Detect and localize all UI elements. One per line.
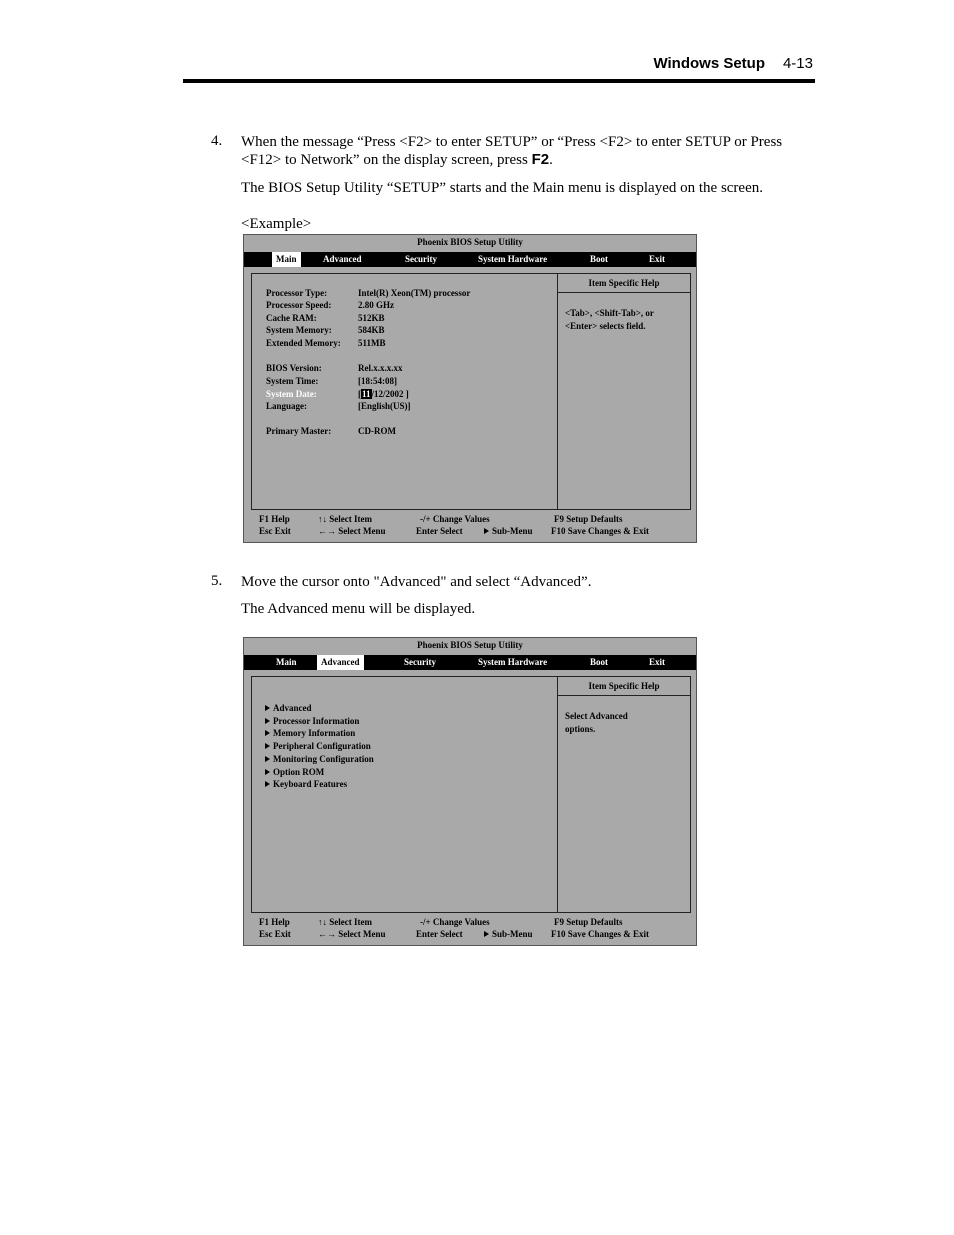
bios-menu-bar — [244, 655, 696, 670]
menu-exit[interactable]: Exit — [649, 657, 666, 667]
triangle-right-icon — [484, 528, 489, 534]
submenu-label: Peripheral Configuration — [273, 741, 371, 751]
footer-change-values: -/+ Change Values — [420, 917, 490, 927]
help-header: Item Specific Help — [558, 274, 690, 293]
triangle-right-icon — [265, 718, 270, 724]
submenu-label: Processor Information — [273, 716, 360, 726]
step-5-text: Move the cursor onto "Advanced" and select “Advanced”. — [241, 574, 592, 590]
row-value: Intel(R) Xeon(TM) processor — [358, 288, 471, 298]
submenu-monitoring-configuration[interactable] — [265, 753, 374, 765]
footer-sub-menu — [484, 526, 533, 536]
row-value: 2.80 GHz — [358, 300, 394, 310]
submenu-memory-information[interactable] — [265, 727, 355, 739]
footer-f1-help: F1 Help — [259, 917, 290, 927]
row-label: Extended Memory: — [266, 338, 341, 348]
date-cursor[interactable]: 11 — [362, 389, 371, 399]
help-line-2: options. — [565, 724, 596, 734]
row-value: 584KB — [358, 325, 385, 335]
bios-main-screen — [243, 234, 697, 543]
bios-title: Phoenix BIOS Setup Utility — [417, 237, 523, 247]
menu-system-hardware[interactable]: System Hardware — [478, 657, 548, 667]
triangle-right-icon — [265, 756, 270, 762]
footer-change-values: -/+ Change Values — [420, 514, 490, 524]
menu-exit[interactable]: Exit — [649, 254, 666, 264]
step-4-number: 4. — [211, 133, 223, 149]
row-value: [18:54:08] — [358, 376, 397, 386]
footer-f10: F10 Save Changes & Exit — [551, 526, 650, 536]
step-5-note: The Advanced menu will be displayed. — [241, 601, 476, 617]
date-rest: /12/2002 ] — [371, 389, 409, 399]
row-label: Language: — [266, 401, 308, 411]
menu-system-hardware[interactable]: System Hardware — [478, 254, 548, 264]
submenu-peripheral-configuration[interactable] — [265, 740, 371, 752]
menu-main[interactable]: Main — [272, 252, 301, 267]
submenu-label: Advanced — [273, 703, 312, 713]
footer-f10: F10 Save Changes & Exit — [551, 929, 650, 939]
row-value: CD-ROM — [358, 426, 396, 436]
help-text — [565, 307, 685, 333]
submenu-advanced[interactable] — [265, 702, 312, 714]
menu-security[interactable]: Security — [404, 657, 436, 667]
row-label: BIOS Version: — [266, 363, 322, 373]
step-4-line-2 — [241, 151, 811, 169]
menu-security[interactable]: Security — [405, 254, 437, 264]
footer-f9: F9 Setup Defaults — [554, 514, 623, 524]
panel-divider — [557, 274, 558, 509]
submenu-keyboard-features[interactable] — [265, 778, 347, 790]
step-4-note: The BIOS Setup Utility “SETUP” starts and the Main menu is displayed on the screen. — [241, 180, 763, 196]
page-number: 4-13 — [782, 55, 813, 72]
row-label: Cache RAM: — [266, 313, 317, 323]
footer-esc-exit: Esc Exit — [259, 526, 291, 536]
bios-advanced-screen — [243, 637, 697, 946]
row-value: [English(US)] — [358, 401, 411, 411]
step-5-number: 5. — [211, 573, 223, 589]
step-4-line-2-text: <F12> to Network” on the display screen, press — [241, 152, 532, 168]
bios-main-panel — [251, 273, 691, 510]
menu-main[interactable]: Main — [276, 657, 297, 667]
row-label: Processor Type: — [266, 288, 328, 298]
help-line-2: <Enter> selects field. — [565, 321, 646, 331]
help-line-1: <Tab>, <Shift-Tab>, or — [565, 308, 654, 318]
triangle-right-icon — [265, 743, 270, 749]
help-line-1: Select Advanced — [565, 711, 628, 721]
example-label: <Example> — [241, 216, 312, 232]
row-label: Processor Speed: — [266, 300, 332, 310]
step-4-text — [241, 133, 811, 169]
submenu-label: Monitoring Configuration — [273, 754, 374, 764]
date-bracket: [ — [358, 389, 361, 399]
triangle-right-icon — [265, 769, 270, 775]
footer-enter-select: Enter Select — [416, 526, 463, 536]
footer-f1-help: F1 Help — [259, 514, 290, 524]
menu-boot[interactable]: Boot — [590, 657, 608, 667]
panel-divider — [557, 677, 558, 912]
bios-menu-bar — [244, 252, 696, 267]
footer-select-menu: ←→ Select Menu — [318, 526, 386, 536]
header-title: Windows Setup — [653, 55, 765, 72]
step-4-line-1: When the message “Press <F2> to enter SETUP” or “Press <F2> to enter SETUP or Press — [241, 134, 783, 150]
triangle-right-icon — [265, 705, 270, 711]
footer-select-item: ↑↓ Select Item — [318, 514, 372, 524]
footer-f9: F9 Setup Defaults — [554, 917, 623, 927]
footer-enter-select: Enter Select — [416, 929, 463, 939]
triangle-right-icon — [484, 931, 489, 937]
submenu-label: Keyboard Features — [273, 779, 348, 789]
footer-esc-exit: Esc Exit — [259, 929, 291, 939]
help-header: Item Specific Help — [558, 677, 690, 696]
menu-boot[interactable]: Boot — [590, 254, 608, 264]
row-value: 512KB — [358, 313, 385, 323]
submenu-processor-information[interactable] — [265, 715, 359, 727]
triangle-right-icon — [265, 730, 270, 736]
bios-title: Phoenix BIOS Setup Utility — [417, 640, 523, 650]
help-text — [565, 710, 685, 736]
page-header — [183, 55, 815, 75]
footer-sub-menu-label: Sub-Menu — [492, 929, 533, 939]
menu-advanced[interactable]: Advanced — [317, 655, 364, 670]
row-value: Rel.x.x.x.xx — [358, 363, 403, 373]
footer-sub-menu — [484, 929, 533, 939]
footer-select-menu: ←→ Select Menu — [318, 929, 386, 939]
step-4-period: . — [549, 152, 553, 168]
triangle-right-icon — [265, 781, 270, 787]
row-value — [358, 388, 409, 400]
submenu-option-rom[interactable] — [265, 766, 324, 778]
row-label: System Date: — [266, 389, 317, 399]
row-label: Primary Master: — [266, 426, 332, 436]
row-label: System Memory: — [266, 325, 332, 335]
submenu-label: Memory Information — [273, 728, 356, 738]
submenu-label: Option ROM — [273, 767, 325, 777]
row-label: System Time: — [266, 376, 319, 386]
footer-select-item: ↑↓ Select Item — [318, 917, 372, 927]
menu-advanced[interactable]: Advanced — [323, 254, 362, 264]
bios-advanced-panel — [251, 676, 691, 913]
f2-key: F2 — [531, 151, 550, 168]
header-rule — [183, 79, 815, 83]
row-value: 511MB — [358, 338, 386, 348]
footer-sub-menu-label: Sub-Menu — [492, 526, 533, 536]
